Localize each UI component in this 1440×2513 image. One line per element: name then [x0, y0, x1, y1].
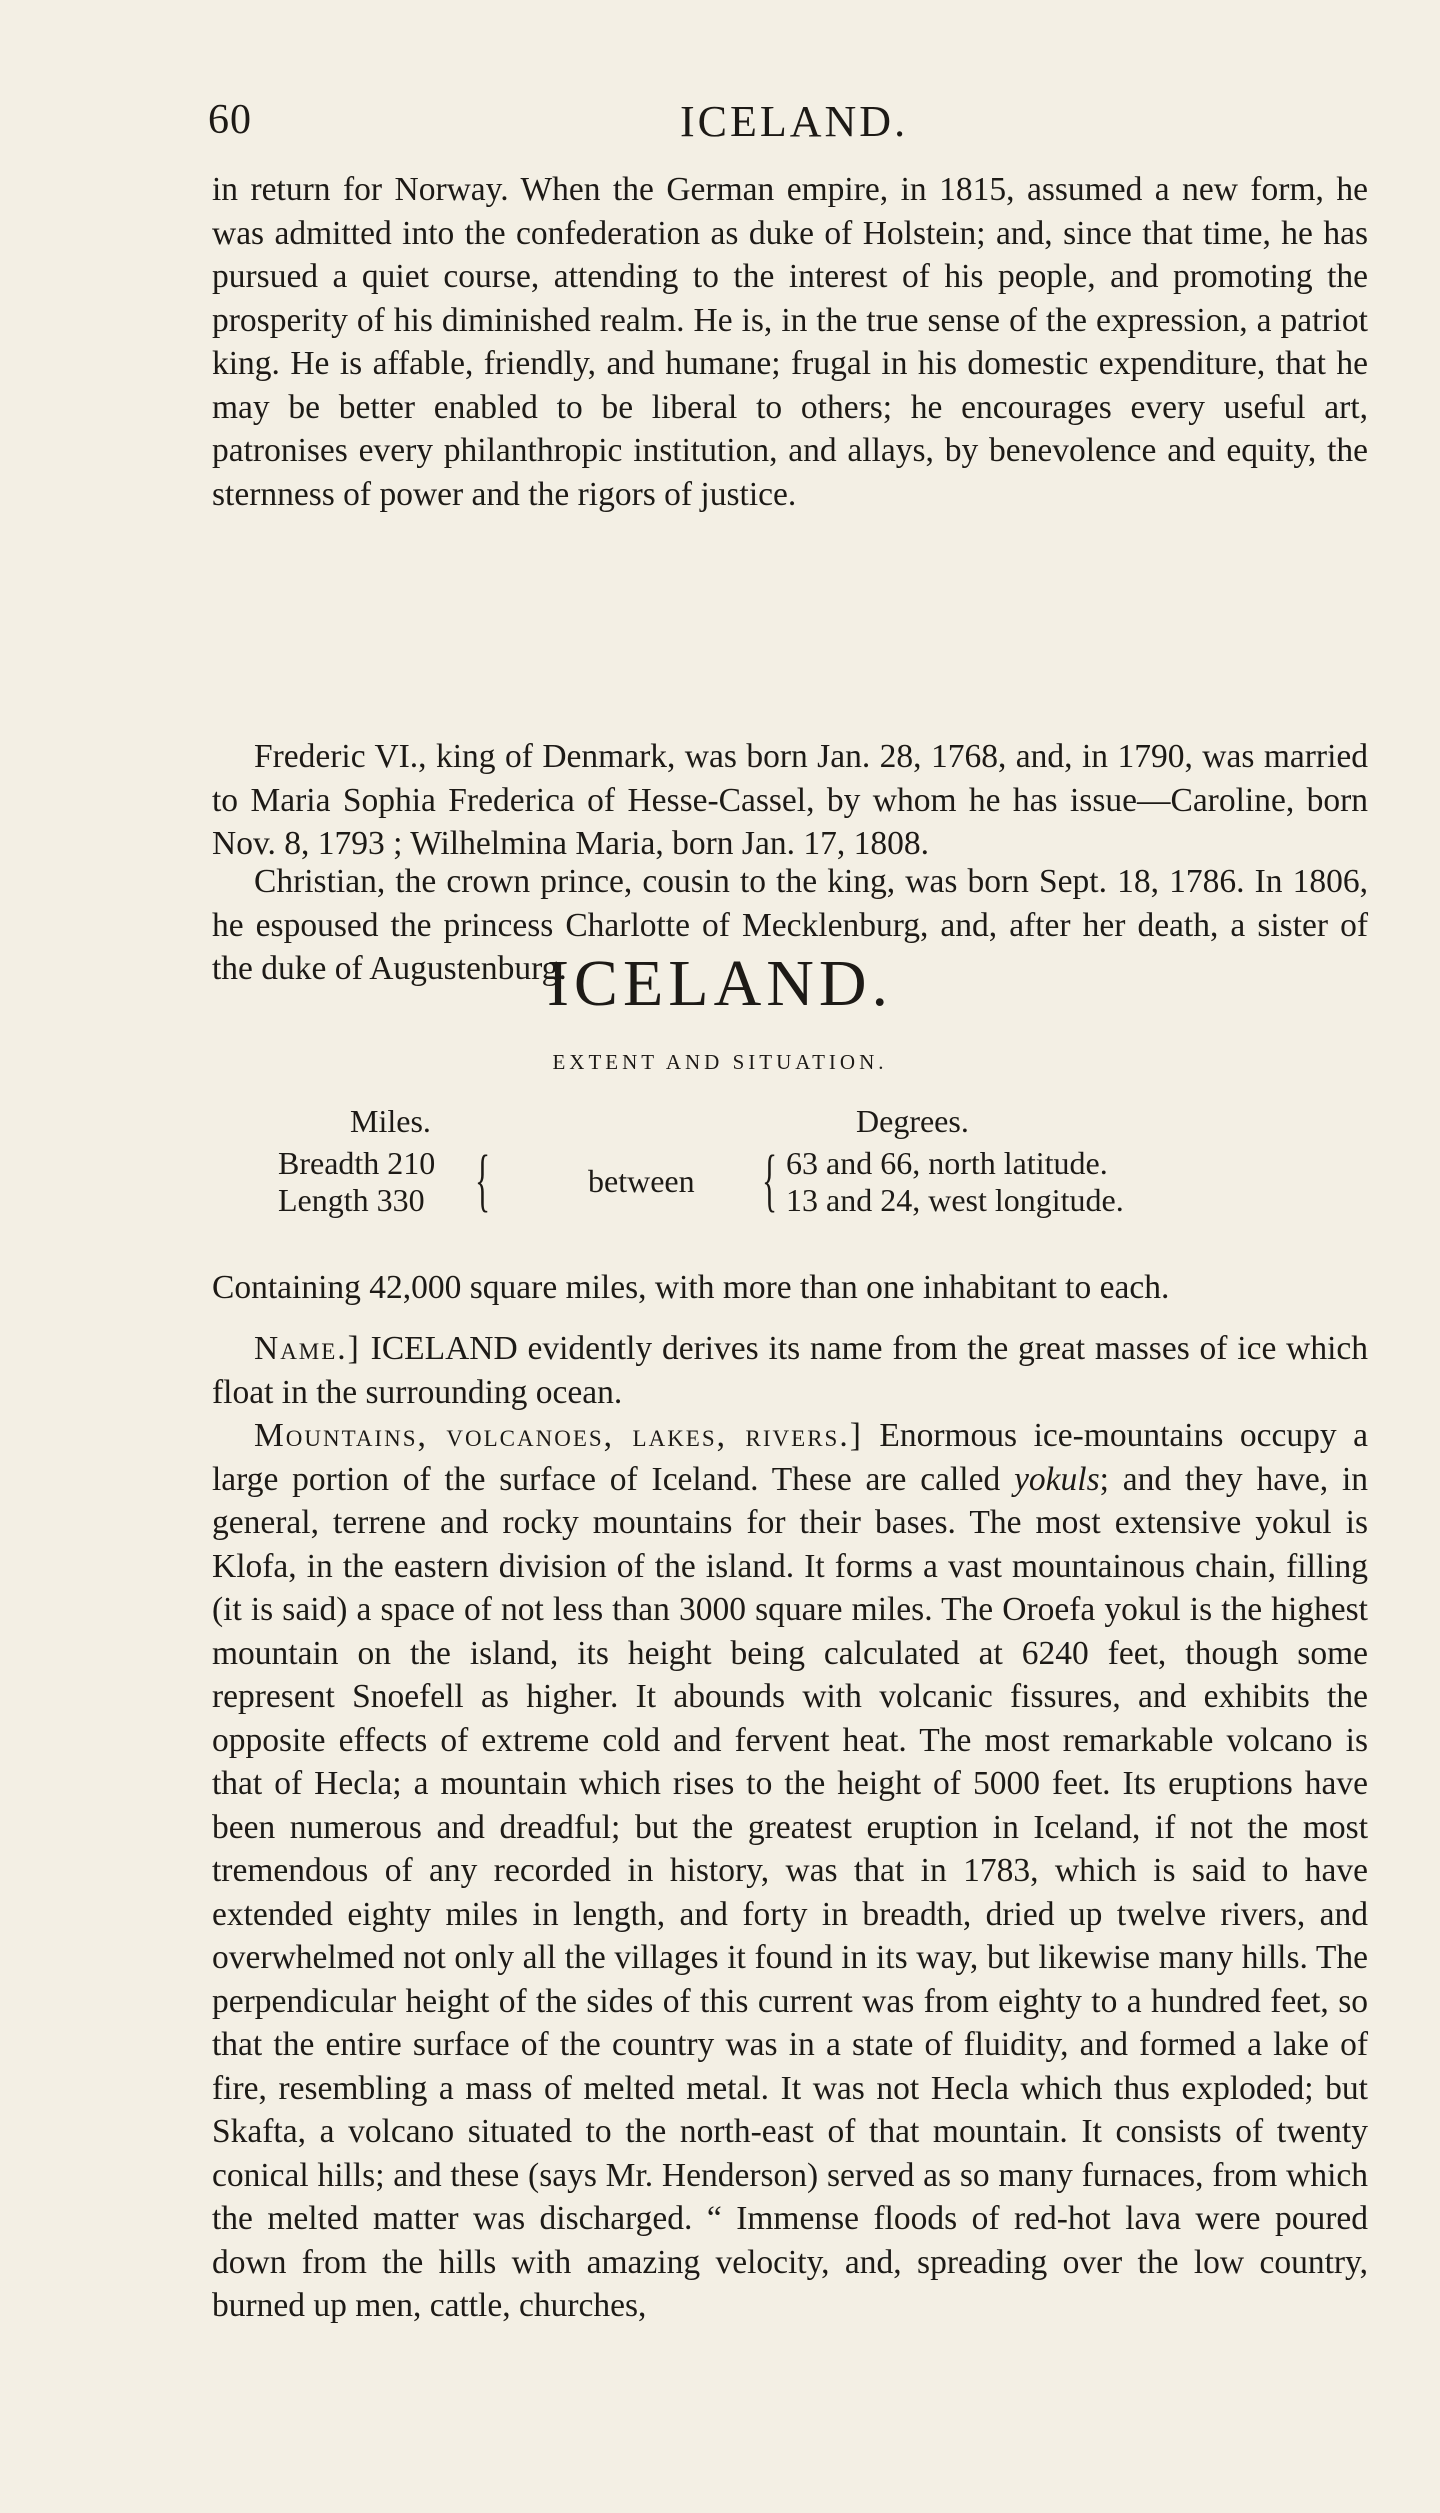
mountains-text-a: Enormous ice-mountains occupy a large portion of the surface of Iceland. These are called — [212, 1417, 1368, 1498]
paragraph-text: Christian, the crown prince, cousin to the king, was born Sept. 18, 1786. In 1806, he espoused the princess Charlotte of Mecklenburg, and, after her death, a sister of the duke of Augustenburg. — [212, 863, 1368, 987]
running-title: ICELAND. — [680, 97, 909, 146]
degrees-header: Degrees. — [856, 1103, 969, 1139]
extent-table — [278, 1103, 1278, 1263]
yokuls-term: yokuls — [1014, 1460, 1100, 1498]
paragraph-text: in return for Norway. When the German empire, in 1815, assumed a new form, he was admitted into the confederation as duke of Holstein; and, since that time, he has pursued a quiet course, attending to the interest of his people, and promoting the prosperity of his diminished realm. He is, in the true sense of the expression, a patriot king. He is affable, friendly, and humane; frugal in his domestic expenditure, that he may be better enabled to be liberal to others; he encourages every useful art, patronises every philanthropic institution, and allays, by benevolence and equity, the sternness of power and the rigors of justice. — [212, 171, 1368, 513]
longitude-range: 13 and 24, west longitude. — [786, 1182, 1124, 1218]
length-label: Length 330 — [278, 1182, 425, 1218]
between-label: between — [588, 1163, 695, 1199]
paragraph-frederic-vi — [212, 735, 1368, 866]
mountains-text-b: ; and they have, in general, terrene and rocky mountains for their bases. The most extensive yokul is Klofa, in the eastern division of the island. It forms a vast mountainous chain, filling (it is said) a space of not less than 3000 square miles. The Oroefa yokul is the highest mountain on the island, its height being calculated at 6240 feet, though some represent Snoefell as higher. It abounds with volcanic fissures, and exhibits the opposite effects of extreme cold and fervent heat. The most remarkable volcano is that of Hecla; a mountain which rises to the height of 5000 feet. Its eruptions have been numerous and dreadful; but the greatest eruption in Iceland, if not the most tremendous of any recorded in history, was that in 1783, which is said to have extended eighty miles in length, and forty in breadth, dried up twelve rivers, and overwhelmed not only all the villages it found in its way, but likewise many hills. The perpendicular height of the sides of this current was from eighty to a hundred feet, so that the entire surface of the country was in a state of fluidity, and formed a lake of fire, resembling a mass of melted metal. It was not Hecla which thus exploded; but Skafta, a volcano situated to the north-east of that mountain. It consists of twenty conical hills; and these (says Mr. Henderson) served as so many furnaces, from which the melted matter was discharged. “ Immense floods of red-hot lava were poured down from the hills with amazing velocity, and, spreading over the low country, burned up men, cattle, churches, — [212, 1460, 1368, 2324]
name-paragraph — [212, 1327, 1368, 1414]
breadth-label: Breadth 210 — [278, 1145, 436, 1181]
paragraph-text: Frederic VI., king of Denmark, was born Jan. 28, 1768, and, in 1790, was married to Maria Sophia Frederica of Hesse-Cassel, by whom he has issue—Caroline, born Nov. 8, 1793 ; Wilhelmina Maria, born Jan. 17, 1808. — [212, 738, 1368, 862]
subsection-title: EXTENT AND SITUATION. — [552, 1050, 888, 1074]
mountains-paragraph — [212, 1414, 1368, 2328]
body-text — [212, 1327, 1368, 2328]
paragraph-king-character — [212, 168, 1368, 516]
miles-header: Miles. — [350, 1103, 431, 1139]
page-header — [208, 96, 1388, 152]
name-text: ICELAND evidently derives its name from the great masses of ice which float in the surrounding ocean. — [212, 1330, 1369, 1411]
mountains-heading: Mountains, volcanoes, lakes, rivers.] — [254, 1417, 863, 1454]
name-heading: Name.] — [254, 1330, 361, 1367]
left-brace: { — [475, 1142, 491, 1219]
section-title: ICELAND. — [546, 947, 894, 1020]
page-number: 60 — [208, 97, 252, 143]
area-statement: Containing 42,000 square miles, with more than one inhabitant to each. — [212, 1269, 1170, 1306]
right-brace: { — [762, 1142, 778, 1219]
latitude-range: 63 and 66, north latitude. — [786, 1145, 1108, 1181]
